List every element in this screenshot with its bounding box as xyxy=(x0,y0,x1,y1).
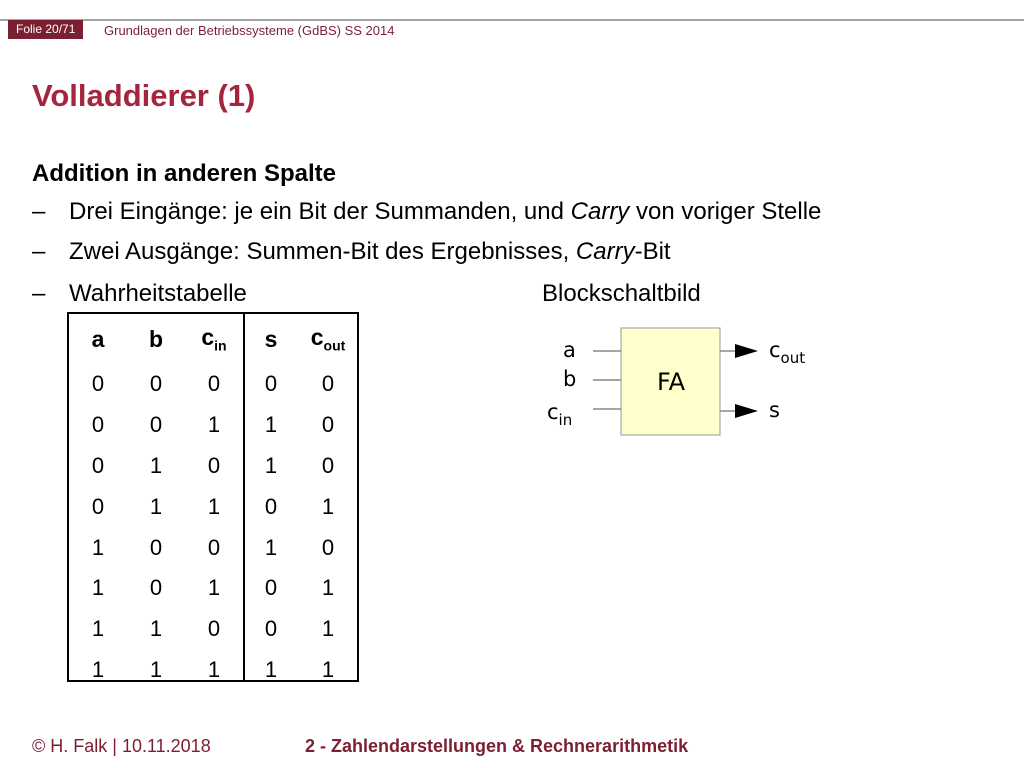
output-label-s: s xyxy=(769,398,780,422)
table-cell: 1 xyxy=(264,534,278,560)
block-diagram-label: Blockschaltbild xyxy=(542,280,701,307)
table-row xyxy=(69,568,357,609)
table-cell: 1 xyxy=(149,616,163,642)
table-cell: 0 xyxy=(91,412,105,438)
table-cell: 0 xyxy=(321,412,335,438)
table-cell: 1 xyxy=(91,575,105,601)
table-cell: 0 xyxy=(91,371,105,397)
table-cell: 1 xyxy=(149,656,163,682)
table-cell: 1 xyxy=(91,616,105,642)
table-cell: 0 xyxy=(207,616,221,642)
header-symbol: s xyxy=(264,325,278,352)
table-cell: 1 xyxy=(149,493,163,519)
header-symbol: b xyxy=(148,325,164,352)
table-cell: 0 xyxy=(149,371,163,397)
header-subscript: in xyxy=(214,337,227,354)
table-cell: 0 xyxy=(207,452,221,478)
full-adder-diagram xyxy=(536,318,836,440)
truth-table-body xyxy=(69,364,357,690)
footer-chapter: 2 - Zahlendarstellungen & Rechnerarithmetik xyxy=(305,736,689,756)
table-cell: 1 xyxy=(264,412,278,438)
table-cell: 1 xyxy=(321,575,335,601)
output-arrow-cout xyxy=(735,344,758,358)
table-cell: 1 xyxy=(207,656,221,682)
course-title: Grundlagen der Betriebssysteme (GdBS) SS 2014 xyxy=(104,23,395,38)
header-symbol: c xyxy=(310,324,324,351)
slide-title: Volladdierer (1) xyxy=(32,78,256,113)
table-cell: 0 xyxy=(91,493,105,519)
footer-author-date: © H. Falk | 10.11.2018 xyxy=(32,736,211,756)
bullet-text: Zwei Ausgänge: Summen-Bit des Ergebnisses, xyxy=(69,238,576,265)
table-cell: 0 xyxy=(264,493,278,519)
header-symbol: a xyxy=(91,325,105,352)
subheading: Addition in anderen Spalte xyxy=(32,160,337,187)
table-cell: 0 xyxy=(264,575,278,601)
bullet-inputs xyxy=(32,198,821,226)
table-cell: 0 xyxy=(321,534,335,560)
header-symbol: c xyxy=(201,324,215,351)
bullet-dash: – xyxy=(32,280,46,307)
table-row xyxy=(69,527,357,568)
truth-table-header-cell xyxy=(185,314,243,364)
truth-table-header xyxy=(69,314,357,364)
table-row xyxy=(69,486,357,527)
bullet-text-tail: -Bit xyxy=(634,238,671,265)
table-row xyxy=(69,609,357,650)
bullet-text: Drei Eingänge: je ein Bit der Summanden, und xyxy=(69,198,571,225)
output-arrow-s xyxy=(735,404,758,418)
bullet-text-tail: von voriger Stelle xyxy=(629,198,822,225)
table-cell: 0 xyxy=(149,534,163,560)
input-label-b: b xyxy=(563,367,577,391)
table-cell: 0 xyxy=(207,534,221,560)
table-cell: 0 xyxy=(264,616,278,642)
table-cell: 0 xyxy=(321,371,335,397)
fa-block-label: FA xyxy=(657,368,686,396)
header-rule xyxy=(0,19,1024,21)
truth-table-divider xyxy=(243,314,245,680)
table-cell: 1 xyxy=(149,452,163,478)
bullet-dash: – xyxy=(32,198,46,225)
truth-table xyxy=(67,312,359,682)
table-cell: 1 xyxy=(207,493,221,519)
bullet-outputs xyxy=(32,238,671,266)
bullet-truth-table xyxy=(32,280,247,308)
table-cell: 1 xyxy=(321,493,335,519)
table-cell: 1 xyxy=(91,534,105,560)
table-cell: 1 xyxy=(321,616,335,642)
header-subscript: out xyxy=(323,337,346,354)
bullet-text: Wahrheitstabelle xyxy=(69,280,247,307)
truth-table-header-cell xyxy=(69,314,127,364)
table-cell: 1 xyxy=(207,412,221,438)
truth-table-header-cell xyxy=(243,314,299,364)
table-cell: 1 xyxy=(207,575,221,601)
output-label-cout: $c_{out}$ xyxy=(769,338,806,367)
table-cell: 0 xyxy=(264,371,278,397)
truth-table-header-cell xyxy=(299,314,357,364)
table-row xyxy=(69,364,357,405)
table-cell: 0 xyxy=(321,452,335,478)
truth-table-header-cell xyxy=(127,314,185,364)
table-row xyxy=(69,405,357,446)
table-row xyxy=(69,446,357,487)
table-cell: 0 xyxy=(149,575,163,601)
table-cell: 0 xyxy=(149,412,163,438)
bullet-italic: Carry xyxy=(570,198,630,225)
slide-number-badge: Folie 20/71 xyxy=(8,20,83,39)
bullet-dash: – xyxy=(32,238,46,265)
bullet-italic: Carry xyxy=(575,238,635,265)
input-label-cin: $c_{in}$ xyxy=(547,400,573,429)
table-row xyxy=(69,650,357,691)
table-cell: 1 xyxy=(264,656,278,682)
table-cell: 1 xyxy=(91,656,105,682)
table-cell: 0 xyxy=(207,371,221,397)
truth-table-grid xyxy=(69,314,357,690)
table-cell: 1 xyxy=(264,452,278,478)
input-label-a: a xyxy=(563,338,576,362)
table-cell: 0 xyxy=(91,452,105,478)
table-cell: 1 xyxy=(321,656,335,682)
